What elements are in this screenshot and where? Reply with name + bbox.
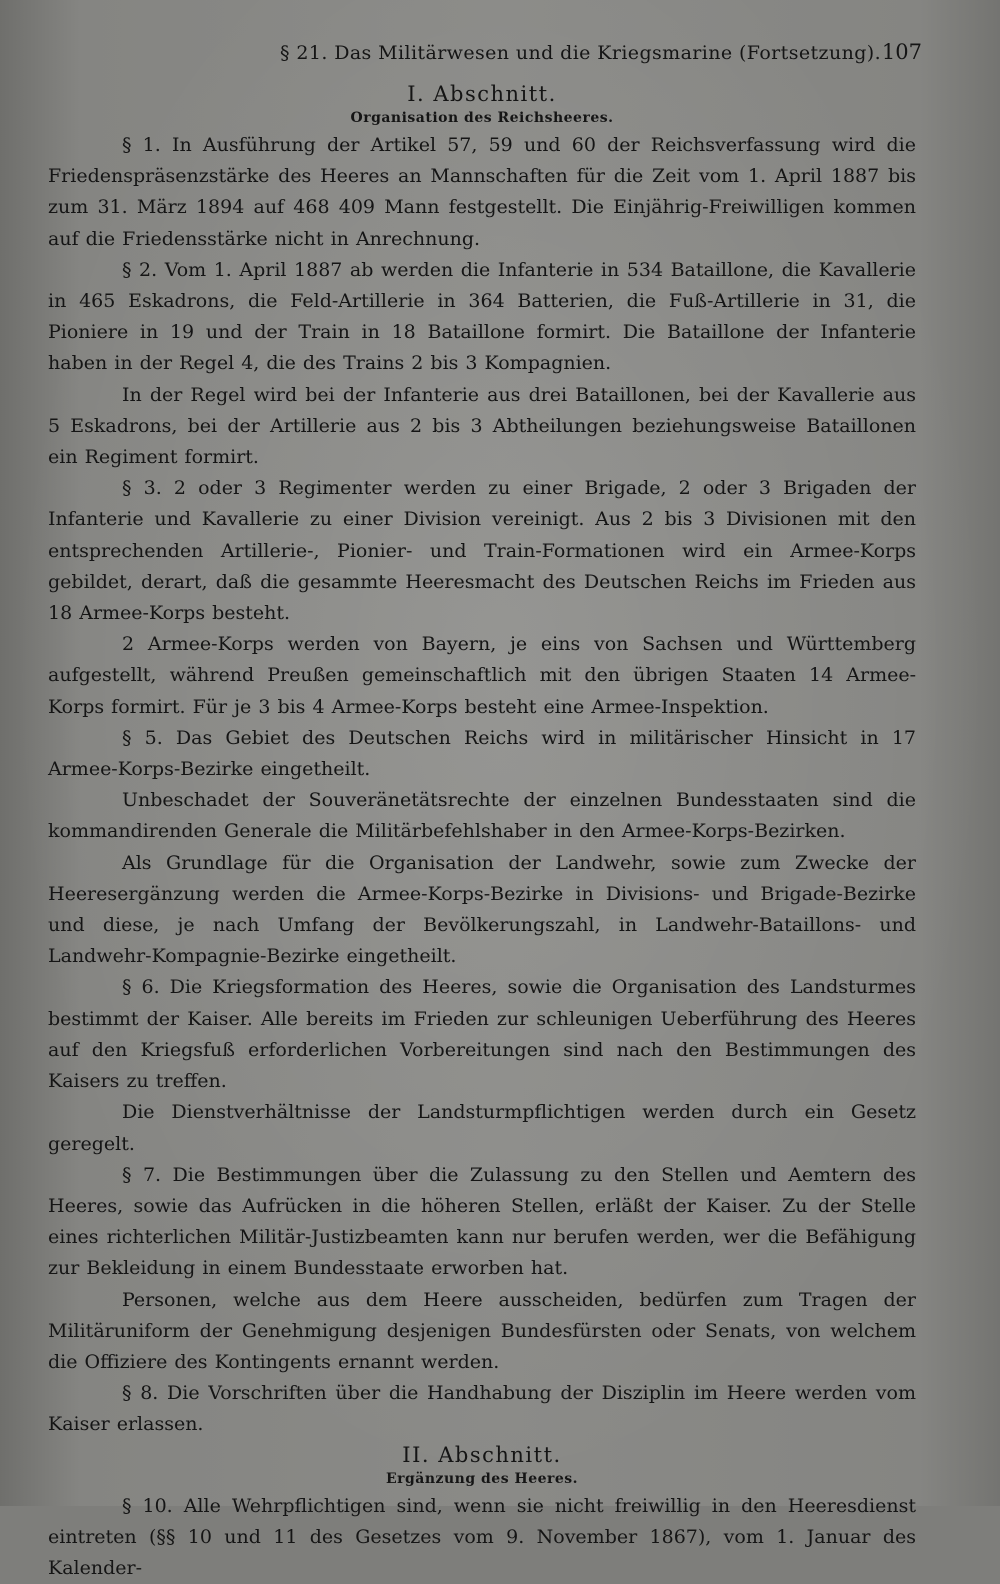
- paragraph-souveraenetaet: Unbeschadet der Souveränetätsrechte der einzelnen Bundesstaaten sind die kommandirenden Generale die Militärbefehlshaber in den Armee-Korps-Bezirken.: [48, 789, 916, 843]
- paragraph-personen: Personen, welche aus dem Heere ausscheiden, bedürfen zum Tragen der Militäruniform der Genehmigung desjenigen Bundesfürsten oder Senats, von welchem die Offiziere des Kontingents ernannt werden.: [48, 1288, 916, 1373]
- section-1: [48, 82, 916, 1441]
- page-number: 107: [881, 40, 922, 64]
- paragraph-section-1: § 1. In Ausführung der Artikel 57, 59 und 60 der Reichsverfassung wird die Friedenspräsenzstärke des Heeres an Mannschaften für die Zeit vom 1. April 1887 bis zum 31. März 1894 auf 468 409 Mann festgestellt. Die Einjährig-Freiwilligen kommen auf die Friedensstärke nicht in Anrechnung.: [48, 134, 916, 250]
- paragraph-section-2: § 2. Vom 1. April 1887 ab werden die Infanterie in 534 Bataillone, die Kavallerie in 465 Eskadrons, die Feld-Artillerie in 364 Batterien, die Fuß-Artillerie in 31, die Pioniere in 19 und der Train in 18 Bataillone formirt. Die Bataillone der Infanterie haben in der Regel 4, die des Trains 2 bis 3 Kompagnien.: [48, 258, 916, 375]
- paragraph-section-3: § 3. 2 oder 3 Regimenter werden zu einer Brigade, 2 oder 3 Brigaden der Infanterie und Kavallerie zu einer Division vereinigt. Aus 2 bis 3 Divisionen mit den entsprechenden Artillerie-, Pionier- und Train-Formationen wird ein Armee-Korps gebildet, derart, daß die gesammte Heeresmacht des Deutschen Reichs im Frieden aus 18 Armee-Korps besteht.: [48, 477, 916, 625]
- paragraph-armee-korps: 2 Armee-Korps werden von Bayern, je eins von Sachsen und Württemberg aufgestellt, während Preußen gemeinschaftlich mit den übrigen Staaten 14 Armee-Korps formirt. Für je 3 bis 4 Armee-Korps besteht eine Armee-Inspektion.: [48, 633, 916, 718]
- paragraph-section-8: § 8. Die Vorschriften über die Handhabung der Disziplin im Heere werden vom Kaiser erlassen.: [48, 1382, 916, 1436]
- page-header: [48, 36, 922, 70]
- paragraph-landwehr: Als Grundlage für die Organisation der Landwehr, sowie zum Zwecke der Heeresergänzung werden die Armee-Korps-Bezirke in Divisions- und Brigade-Bezirke und diese, je nach Umfang der Bevölkerungszahl, in Landwehr-Bataillons- und Landwehr-Kompagnie-Bezirke eingetheilt.: [48, 851, 916, 968]
- section-2: [48, 1443, 916, 1584]
- section-heading: I. Abschnitt.: [407, 82, 557, 106]
- running-title: § 21. Das Militärwesen und die Kriegsmarine (Fortsetzung).: [280, 42, 882, 64]
- paragraph-section-10: § 10. Alle Wehrpflichtigen sind, wenn sie nicht freiwillig in den Heeresdienst eintreten (§§ 10 und 11 des Gesetzes vom 9. November 1867), vom 1. Januar des Kalender-: [48, 1494, 916, 1579]
- paragraph-section-6: § 6. Die Kriegsformation des Heeres, sowie die Organisation des Landsturmes bestimmt der Kaiser. Alle bereits im Frieden zur schleunigen Ueberführung des Heeres auf den Kriegsfuß erforderlichen Vorbereitungen sind nach den Bestimmungen des Kaisers zu treffen.: [48, 976, 916, 1093]
- section-subheading: Ergänzung des Heeres.: [385, 1470, 579, 1487]
- section-heading: II. Abschnitt.: [402, 1442, 562, 1467]
- paragraph-section-7: § 7. Die Bestimmungen über die Zulassung zu den Stellen und Aemtern des Heeres, sowie das Aufrücken in die höheren Stellen, erläßt der Kaiser. Zu der Stelle eines richterlichen Militär-Justizbeamten kann nur berufen werden, wer die Befähigung zur Bekleidung in einem Bundesstaate erworben hat.: [48, 1163, 916, 1280]
- paragraph-section-5: § 5. Das Gebiet des Deutschen Reichs wird in militärischer Hinsicht in 17 Armee-Korps-Bezirke eingetheilt.: [48, 726, 916, 781]
- paragraph-regiment: In der Regel wird bei der Infanterie aus drei Bataillonen, bei der Kavallerie aus 5 Eskadrons, bei der Artillerie aus 2 bis 3 Abtheilungen beziehungsweise Bataillonen ein Regiment formirt.: [48, 383, 916, 469]
- paragraph-landsturm: Die Dienstverhältnisse der Landsturmpflichtigen werden durch ein Gesetz geregelt.: [48, 1101, 916, 1155]
- section-subheading: Organisation des Reichsheeres.: [350, 110, 614, 126]
